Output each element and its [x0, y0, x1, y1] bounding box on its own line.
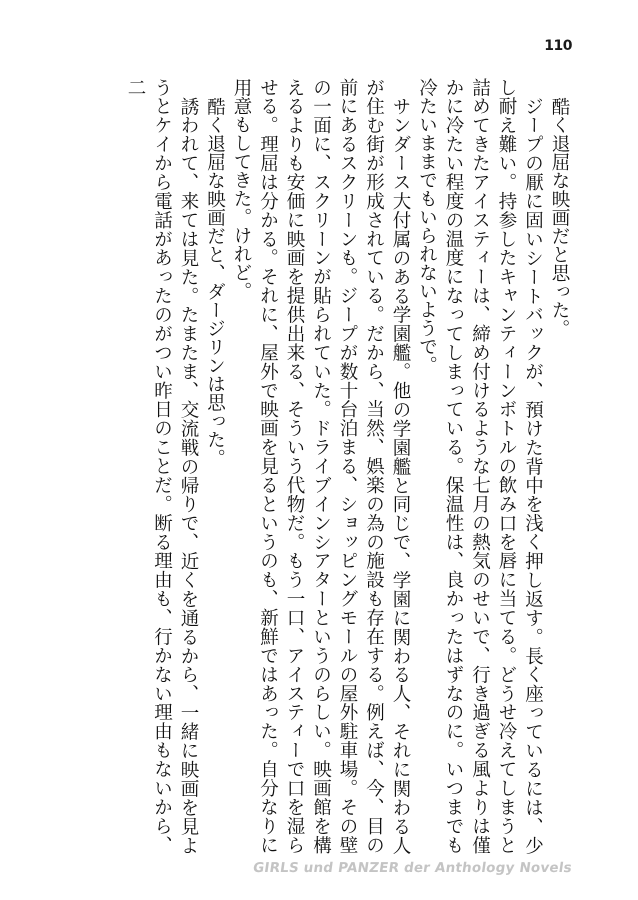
paragraph-3: サンダース大付属のある学園艦。他の学園艦と同じで、学園に関わる人、それに関わる人が住む街が形成されている。だから、当然、娯楽の為の施設も存在する。例えば、今、目の前にあるスクリーンも。ジープが数十台泊まる、ショッピングモールの屋外駐車場。その壁の一面に、スクリーンが貼られていた。ドライブインシアターというのらしい。映画館を構えるよりも安価に映画を提供出来る、そういう代物だ。もう一口、アイスティーで口を湿らせる。理屈は分かる。それに、屋外で映画を見るというのも、新鮮ではあった。自分なりに用意もしてきた。けれど。	[231, 78, 411, 854]
paragraph-1: 酷く退屈な映画だと思った。	[549, 96, 570, 337]
book-series-title: GIRLS und PANZER der Anthology Novels	[252, 860, 574, 876]
novel-text	[58, 78, 572, 854]
paragraph-4: 酷く退屈な映画だと、ダージリンは思った。	[204, 96, 226, 467]
page-number: 110	[544, 38, 572, 54]
paragraph-2: ジープの厭に固いシートバックが、預けた背中を浅く押し返す。長く座っているには、少し耐え難い。持参したキャンティーンボトルの飲み口を唇に当てる。どうせ冷えてしまうと詰めてきたアイスティーは、締め付けるような七月の熱気のせいで、行き過ぎる風よりは僅かに冷たい程度の温度になってしまっている。保温性は、良かったはずなのに。いつまでも冷たいままでもいられないようで。	[416, 78, 544, 854]
paragraph-5: 誘われて、来ては見た。たまたま、交流戦の帰りで、近くを通るから、一緒に映画を見ようとケイから電話があったのがつい昨日のことだ。断る理由も、行かない理由もないから、二	[125, 78, 199, 854]
